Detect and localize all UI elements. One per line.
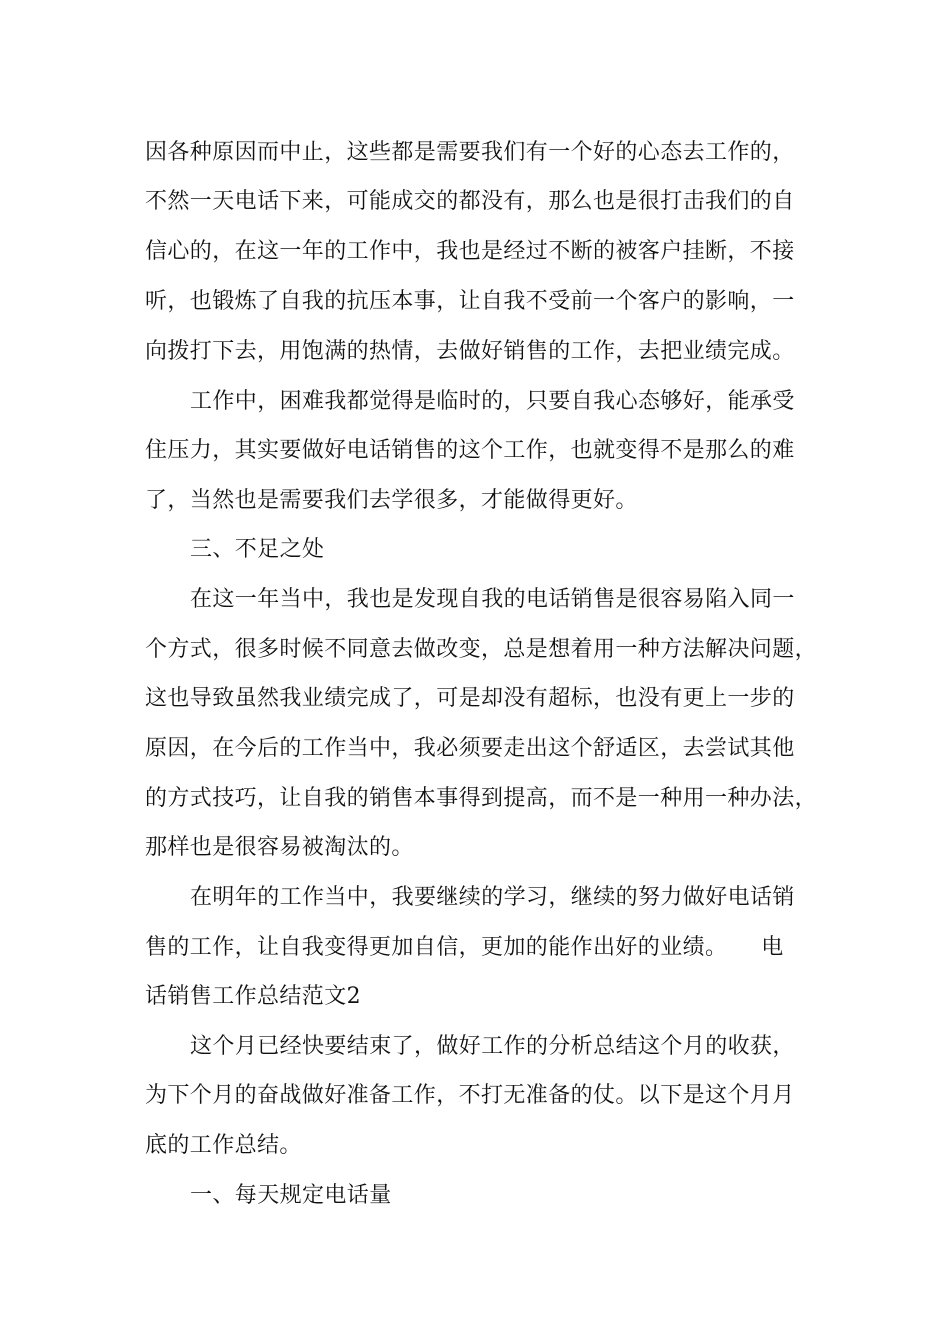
text-line: 个方式，很多时候不同意去做改变，总是想着用一种方法解决问题， (145, 637, 818, 662)
text-line: 原因，在今后的工作当中，我必须要走出这个舒适区，去尝试其他 (145, 736, 795, 761)
paragraph-start: 在这一年当中，我也是发现自我的电话销售是很容易陷入同一 (190, 587, 795, 612)
text-line: 售的工作，让自我变得更加自信，更加的能作出好的业绩。 电 (145, 935, 784, 960)
text-line: 那样也是很容易被淘汰的。 (145, 835, 414, 860)
text-line: 向拨打下去，用饱满的热情，去做好销售的工作，去把业绩完成。 (145, 339, 795, 364)
text-line: 话销售工作总结范文2 (145, 984, 361, 1009)
text-line: 听，也锻炼了自我的抗压本事，让自我不受前一个客户的影响，一 (145, 289, 795, 314)
text-line: 信心的，在这一年的工作中，我也是经过不断的被客户挂断，不接 (145, 239, 795, 264)
text-line: 为下个月的奋战做好准备工作，不打无准备的仗。以下是这个月月 (145, 1083, 795, 1108)
paragraph-start: 工作中，困难我都觉得是临时的，只要自我心态够好，能承受 (190, 389, 795, 414)
text-line: 这也导致虽然我业绩完成了，可是却没有超标，也没有更上一步的 (145, 686, 795, 711)
text-line: 住压力，其实要做好电话销售的这个工作，也就变得不是那么的难 (145, 438, 795, 463)
paragraph-start: 这个月已经快要结束了，做好工作的分析总结这个月的收获， (190, 1034, 795, 1059)
text-line: 了，当然也是需要我们去学很多，才能做得更好。 (145, 488, 638, 513)
text-line: 底的工作总结。 (145, 1133, 302, 1158)
text-line: 不然一天电话下来，可能成交的都没有，那么也是很打击我们的自 (145, 189, 795, 214)
text-line: 的方式技巧，让自我的销售本事得到提高，而不是一种用一种办法， (145, 786, 818, 811)
section-heading: 三、不足之处 (190, 537, 325, 562)
section-heading: 一、每天规定电话量 (190, 1183, 392, 1208)
paragraph-start: 在明年的工作当中，我要继续的学习，继续的努力做好电话销 (190, 885, 795, 910)
text-line: 因各种原因而中止，这些都是需要我们有一个好的心态去工作的， (145, 140, 795, 165)
